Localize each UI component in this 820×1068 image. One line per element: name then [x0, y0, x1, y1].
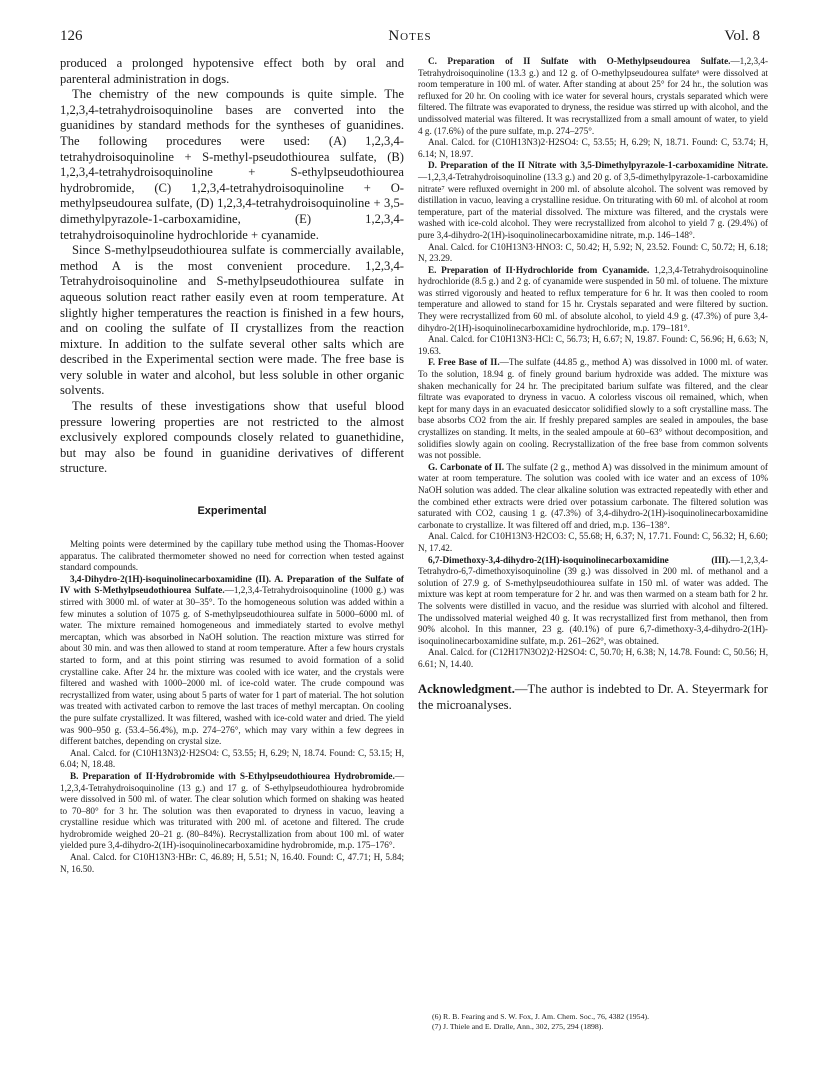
experimental-heading: Experimental — [197, 505, 267, 518]
section-title: Notes — [388, 28, 432, 44]
procedure-body: —1,2,3,4-Tetrahydro-6,7-dimethoxyisoquinoline (39 g.) was dissolved in 200 ml. of methanol and a solution of 27.9 g. of S-methylpseudothiourea sulfate in 150 ml. of water was added. The mixture was kept at room temperature for 2 hr. and was then warmed on a steam bath for 2 hr. The solvents were distilled in vacuo, and the residue was slurried with alcohol and filtered. The undissolved material weighed 40 g. It was recrystallized first from methanol, then from 90% alcohol. In this manner, 23 g. (40.1%) of pure 6,7-dimethoxy-3,4-dihydro-2(1H)-isoquinolinecarboxamidine sulfate, m.p. 261–262°, was obtained. — [418, 554, 768, 646]
paragraph: Melting points were determined by the capillary tube method using the Thomas-Hoover apparatus. The calibrated thermometer showed no need for correction when tested against standard compounds. — [60, 539, 404, 573]
procedure-title: 3,4-Dihydro-2(1H)-isoquinolinecarboxamidine (II). A. Preparation of the Sulfate of IV with S-Methylpseudothiourea Sulfate. — [60, 573, 404, 596]
procedure-body: —1,2,3,4-Tetrahydroisoquinoline (13 g.) and 17 g. of S-ethylpseudothiourea hydrobromide were dissolved in 500 ml. of water. The clear solution which formed on shaking was heated to 70–80° for 3 hr. The solution was then evaporated to dryness in vacuo, leaving a crystalline residue which was triturated with 200 ml. of acetone and filtered. The crude hydrobromide weighed 20–21 g. (80–84%). Recrystallization from about 100 ml. of water yielded pure 3,4-dihydro-2(1H)-isoquinolinecarboxamidine hydrobromide, m.p. 175–176°. — [60, 770, 404, 851]
procedure-a — [60, 574, 404, 748]
procedure-body: —1,2,3,4-Tetrahydroisoquinoline (13.3 g.) and 20 g. of 3,5-dimethylpyrazole-1-carboxamidine nitrate⁷ were refluxed overnight in 200 ml. of absolute alcohol. The solvent was removed by distillation in vacuo, leaving a crystalline residue. On triturating with 60 ml. of alcohol at room temperature, part of the material dissolved. The mixture was filtered, and the crystals were washed with ice-cold alcohol. They were recrystallized from alcohol to yield 7 g. (29.4%) of pure 3,4-dihydro-2(1H)-isoquinolinecarboxamidine nitrate, m.p. 146–148°. — [418, 171, 768, 240]
paragraph: The chemistry of the new compounds is quite simple. The 1,2,3,4-tetrahydroisoquinoline bases are converted into the guanidines by standard methods for the syntheses of guanidines. The following procedures were used: (A) 1,2,3,4-tetrahydroisoquinoline + S-methyl-pseudothiourea sulfate, (B) 1,2,3,4-tetrahydroisoquinoline + S-ethylpseudothiourea hydrobromide, (C) 1,2,3,4-tetrahydroisoquinoline + O-methylpseudourea sulfate, (D) 1,2,3,4-tetrahydroisoquinoline + 3,5-dimethylpyrazole-1-carboxamidine, (E) 1,2,3,4-tetrahydroisoquinoline hydrochloride + cyanamide. — [60, 87, 404, 242]
acknowledgment — [418, 682, 768, 713]
procedure-title: F. Free Base of II. — [428, 357, 500, 368]
paragraph: The results of these investigations show that useful blood pressure lowering properties are not restricted to the almost exclusively explored compounds closely related to guanethidine, but may also be found in guanidine derivatives of different structure. — [60, 399, 404, 476]
analysis: Anal. Calcd. for (C12H17N3O2)2·H2SO4: C, 50.70; H, 6.38; N, 14.78. Found: C, 50.56; H, 6.61; N, 14.40. — [418, 647, 768, 669]
footnote: (6) R. B. Fearing and S. W. Fox, J. Am. Chem. Soc., 76, 4382 (1954). — [432, 1012, 650, 1021]
analysis: Anal. Calcd. for (C10H13N3)2·H2SO4: C, 53.55; H, 6.29; N, 18.74. Found: C, 53.15; H, 6.04; N, 18.48. — [60, 747, 404, 770]
procedure-title: 6,7-Dimethoxy-3,4-dihydro-2(1H)-isoquinolinecarboxamidine (III). — [428, 554, 731, 565]
running-header — [60, 28, 760, 48]
footnote: (7) J. Thiele and E. Dralle, Ann., 302, 275, 294 (1898). — [432, 1022, 604, 1031]
analysis: Anal. Calcd. for C10H13N3·HBr: C, 46.89; H, 5.51; N, 16.40. Found: C, 47.71; H, 5.84; N, 16.50. — [60, 852, 404, 874]
procedure-c — [418, 56, 768, 137]
procedure-f — [418, 357, 768, 461]
footnotes — [418, 1012, 768, 1032]
paragraph: produced a prolonged hypotensive effect both by oral and parenteral administration in dogs. — [60, 56, 404, 86]
volume-label: Vol. 8 — [724, 28, 760, 44]
procedure-h — [418, 555, 768, 648]
procedure-title: E. Preparation of II·Hydrochloride from Cyanamide. — [428, 264, 650, 275]
left-column — [60, 56, 404, 875]
paragraph: Since S-methylpseudothiourea sulfate is commercially available, method A is the most convenient procedure. 1,2,3,4-Tetrahydroisoquinoline and S-methylpseudothiourea sulfate in aqueous solution react rather easily even at room temperature. At slightly higher temperatures the reaction is finished in a few hours, and on cooling the sulfate of II crystallizes from the reaction mixture. In addition to the sulfate several other salts which are described in the Experimental section were made. The free base is very soluble in water and alcohol, but less soluble in other organic solvents. — [60, 243, 404, 398]
analysis: Anal. Calcd. for (C10H13N3)2·H2SO4: C, 53.55; H, 6.29; N, 18.71. Found: C, 53.74; H, 6.14; N, 18.97. — [418, 137, 768, 159]
procedure-body: —1,2,3,4-Tetrahydroisoquinoline (1000 g.) was stirred with 3000 ml. of water at 30–35°. To the homogeneous solution was added within a few minutes a solution of 1075 g. of S-methylpseudothiourea sulfate in 5000–6000 ml. of water. The mixture remained homogeneous and immediately started to evolve methyl mercaptan, which was absorbed in NaOH solution. The reaction mixture was stirred for about 30 min. and was then allowed to stand at room temperature. After a few hours crystals started to form, and at this point stirring was resumed to avoid formation of a solid crystalline cake. After 24 hr. the mixture was cooled with ice water, and the crystals were filtered and washed with 1000–2000 ml. of ice-cold water. The crude compound was recrystallized from water, using about 5 parts of water for 1 part of material. The hot solution was treated with activated carbon to remove the last traces of methyl mercaptan. On cooling the pure sulfate crystallized. It was filtered, washed with ice-cold water and dried. The yield was 900–950 g. (53.4–56.4%), m.p. 274–276°, which may vary within a few degrees in different batches, depending on crystal size. — [60, 585, 404, 747]
page-number: 126 — [60, 28, 83, 44]
right-column — [418, 56, 768, 714]
procedure-title: C. Preparation of II Sulfate with O-Methylpseudourea Sulfate. — [428, 56, 731, 66]
procedure-b — [60, 771, 404, 852]
procedure-body: 1,2,3,4-Tetrahydroisoquinoline hydrochloride (8.5 g.) and 2 g. of cyanamide were suspended in 50 ml. of toluene. The mixture was stirred vigorously and heated to reflux temperature for 6 hr. It was then cooled to room temperature and allowed to stand for 15 hr. Crystals separated and were filtered by suction. They were recrystallized from 60 ml. of absolute alcohol, to yield 4.9 g. (47.3%) of pure 3,4-dihydro-2(1H)-isoquinolinecarboxamidine hydrochloride, m.p. 179–181°. — [418, 264, 769, 333]
analysis: Anal. Calcd. for C10H13N3·HCl: C, 56.73; H, 6.67; N, 19.87. Found: C, 56.96; H, 6.63; N, 19.63. — [418, 334, 768, 356]
procedure-title: B. Preparation of II·Hydrobromide with S-Ethylpseudothiourea Hydrobromide. — [70, 770, 395, 781]
procedure-body: The sulfate (2 g., method A) was dissolved in the minimum amount of water at room temperature. The solution was cooled with ice water and an excess of 10% NaOH solution was added. The clear alkaline solution was extracted repeatedly with ether and the combined ether extracts were dried over potassium carbonate. The filtered solution was saturated with CO2, causing 1 g. (47.3%) of 3,4-dihydro-2(1H)-isoquinolinecarboxamidine carbonate to crystallize. It was filtered off and dried, m.p. 136–138°. — [418, 461, 768, 530]
procedure-e — [418, 265, 768, 335]
experimental-text — [60, 539, 404, 875]
procedure-title: D. Preparation of the II Nitrate with 3,5-Dimethylpyrazole-1-carboxamidine Nitrate. — [428, 160, 768, 171]
procedure-body: —The sulfate (44.85 g., method A) was dissolved in 1000 ml. of water. To the solution, 18.94 g. of finely ground barium hydroxide was added. The mixture was shaken mechanically for 24 hr. The precipitated barium sulfate was filtered, and the clear filtrate was evaporated to dryness in vacuo. A colorless viscous oil remained, which, when kept for many days in an evacuated desiccator solidified slowly to a soft crystalline mass. The base absorbs CO2 from the air. If freshly prepared samples are sealed in ampoules, the base crystallizes on standing. It melts, in the sealed ampoule at 60–63° without decomposition, and solidifies slowly again on cooling. Recrystallization of the free base from common solvents was not possible. — [418, 357, 768, 461]
procedure-d — [418, 160, 768, 241]
analysis: Anal. Calcd. for C10H13N3·HNO3: C, 50.42; H, 5.92; N, 23.52. Found: C, 50.72; H, 6.18; N, 23.29. — [418, 241, 768, 264]
procedure-body: —1,2,3,4-Tetrahydroisoquinoline (13.3 g.) and 12 g. of O-methylpseudourea sulfate⁶ were dissolved at room temperature in 100 ml. of water. After standing at about 25° for 24 hr., the solution was refluxed for 20 hr. On cooling with ice water for several hours, crystals separated which were filtered. The filtrate was evaporated to dryness, the residue was stirred up with alcohol, and the undissolved material was filtered. It was recrystallized from a small amount of water, to yield 4 g. (17.6%) of the pure sulfate, m.p. 274–275°. — [418, 56, 768, 136]
procedure-g — [418, 462, 768, 532]
procedure-title: G. Carbonate of II. — [428, 461, 505, 472]
experimental-text-continued — [418, 56, 768, 670]
discussion-text — [60, 56, 404, 477]
acknowledgment-title: Acknowledgment. — [418, 682, 515, 697]
acknowledgment-body: —The author is indebted to Dr. A. Steyermark for the microanalyses. — [418, 682, 768, 713]
analysis: Anal. Calcd. for C10H13N3·H2CO3: C, 55.68; H, 6.37; N, 17.71. Found: C, 56.32; H, 6.60; N, 17.42. — [418, 531, 768, 553]
